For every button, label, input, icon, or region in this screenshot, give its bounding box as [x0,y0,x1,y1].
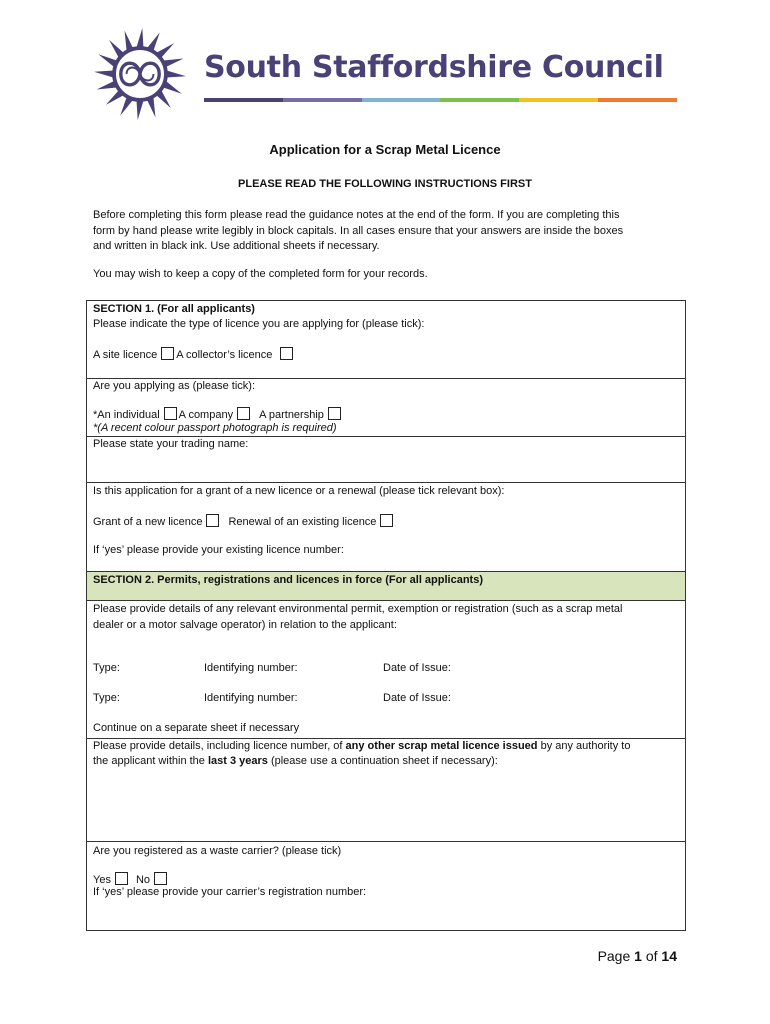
permit-type-label: Type: [93,662,120,674]
applicant-type-options [93,407,343,421]
page-word: Page [597,948,631,964]
color-bar-segment [283,98,362,102]
council-name: South Staffordshire Council [204,50,664,85]
continue-note: Continue on a separate sheet if necessary [93,722,300,734]
logo-ray [167,71,186,78]
other-licences-prompt [93,740,630,752]
individual-checkbox[interactable] [164,407,177,420]
carrier-number-label: If ‘yes’ please provide your carrier’s registration number: [93,886,367,898]
section1-heading: SECTION 1. (For all applicants) [93,303,255,315]
intro-paragraph [93,208,683,255]
page-number [598,948,677,964]
trading-name-label: Please state your trading name: [93,438,249,450]
current-page: 1 [634,948,642,964]
collectors-licence-checkbox[interactable] [280,347,293,360]
waste-carrier-prompt: Are you registered as a waste carrier? (please tick) [93,845,342,857]
permits-prompt-line: dealer or a motor salvage operator) in relation to the applicant: [93,619,397,631]
grant-renewal-prompt: Is this application for a grant of a new licence or a renewal (please tick relevant box): [93,485,505,497]
permit-type-label: Type: [93,692,120,704]
color-bar-segment [440,98,519,102]
applying-as-cell [87,378,685,436]
existing-licence-number-label: If ‘yes’ please provide your existing licence number: [93,544,344,556]
collectors-licence-label: A collector’s licence [176,349,273,361]
intro-line: form by hand please write legibly in block capitals. In all cases ensure that your answers are inside the boxes [93,224,624,237]
application-form [86,300,686,931]
waste-carrier-options [93,872,169,886]
no-checkbox[interactable] [154,872,167,885]
partnership-checkbox[interactable] [328,407,341,420]
other-licences-text: by any authority to [537,740,631,752]
renewal-checkbox[interactable] [380,514,393,527]
renewal-label: Renewal of an existing licence [228,516,377,528]
other-licences-prompt-2 [93,755,498,767]
yes-label: Yes [93,874,111,886]
section2-heading-cell [87,571,685,600]
photo-note: *(A recent colour passport photograph is required) [93,422,337,434]
partnership-label: A partnership [259,409,324,421]
yes-checkbox[interactable] [115,872,128,885]
of-word: of [645,948,658,964]
grant-renewal-cell [87,482,685,571]
grant-new-checkbox[interactable] [206,514,219,527]
form-title: Application for a Scrap Metal Licence [269,142,501,157]
other-licences-cell[interactable] [87,738,685,841]
site-licence-label: A site licence [93,349,158,361]
company-label: A company [178,409,234,421]
permit-id-label: Identifying number: [204,692,298,704]
grant-new-label: Grant of a new licence [93,516,203,528]
instructions-heading: PLEASE READ THE FOLLOWING INSTRUCTIONS FIRST [238,178,532,190]
permits-prompt-line: Please provide details of any relevant environmental permit, exemption or registration (such as a scrap metal [93,603,623,615]
permit-id-label: Identifying number: [204,662,298,674]
section2-heading: SECTION 2. Permits, registrations and licences in force (For all applicants) [93,574,483,586]
other-licences-bold: any other scrap metal licence issued [345,740,538,752]
color-bar-segment [204,98,283,102]
licence-type-prompt: Please indicate the type of licence you are applying for (please tick): [93,318,425,330]
company-checkbox[interactable] [237,407,250,420]
color-bar-segment [362,98,441,102]
grant-renewal-options [93,514,395,528]
site-licence-checkbox[interactable] [161,347,174,360]
licence-type-options [93,347,295,361]
permit-date-label: Date of Issue: [383,692,451,704]
licence-type-cell [87,301,685,378]
other-licences-text: the applicant within the [93,755,208,767]
applying-as-prompt: Are you applying as (please tick): [93,380,256,392]
logo-ray [94,71,113,78]
council-logo-icon [92,26,188,122]
logo-ray [137,28,144,47]
permit-date-label: Date of Issue: [383,662,451,674]
other-licences-bold: last 3 years [207,755,268,767]
color-bar-segment [519,98,598,102]
other-licences-text: (please use a continuation sheet if necessary): [267,755,498,767]
no-label: No [135,874,151,886]
individual-label: *An individual [93,409,160,421]
waste-carrier-cell [87,841,685,930]
intro-line: and written in black ink. Use additional sheets if necessary. [93,240,380,252]
color-bar-segment [598,98,677,102]
other-licences-text: Please provide details, including licence number, of [93,740,346,752]
logo-ray [137,101,144,120]
permits-cell [87,600,685,738]
keep-copy-note: You may wish to keep a copy of the completed form for your records. [93,268,428,280]
total-pages: 14 [661,948,677,964]
trading-name-cell[interactable] [87,436,685,482]
intro-line: Before completing this form please read the guidance notes at the end of the form. If you are completing this [93,209,620,221]
brand-color-bar [204,98,677,102]
